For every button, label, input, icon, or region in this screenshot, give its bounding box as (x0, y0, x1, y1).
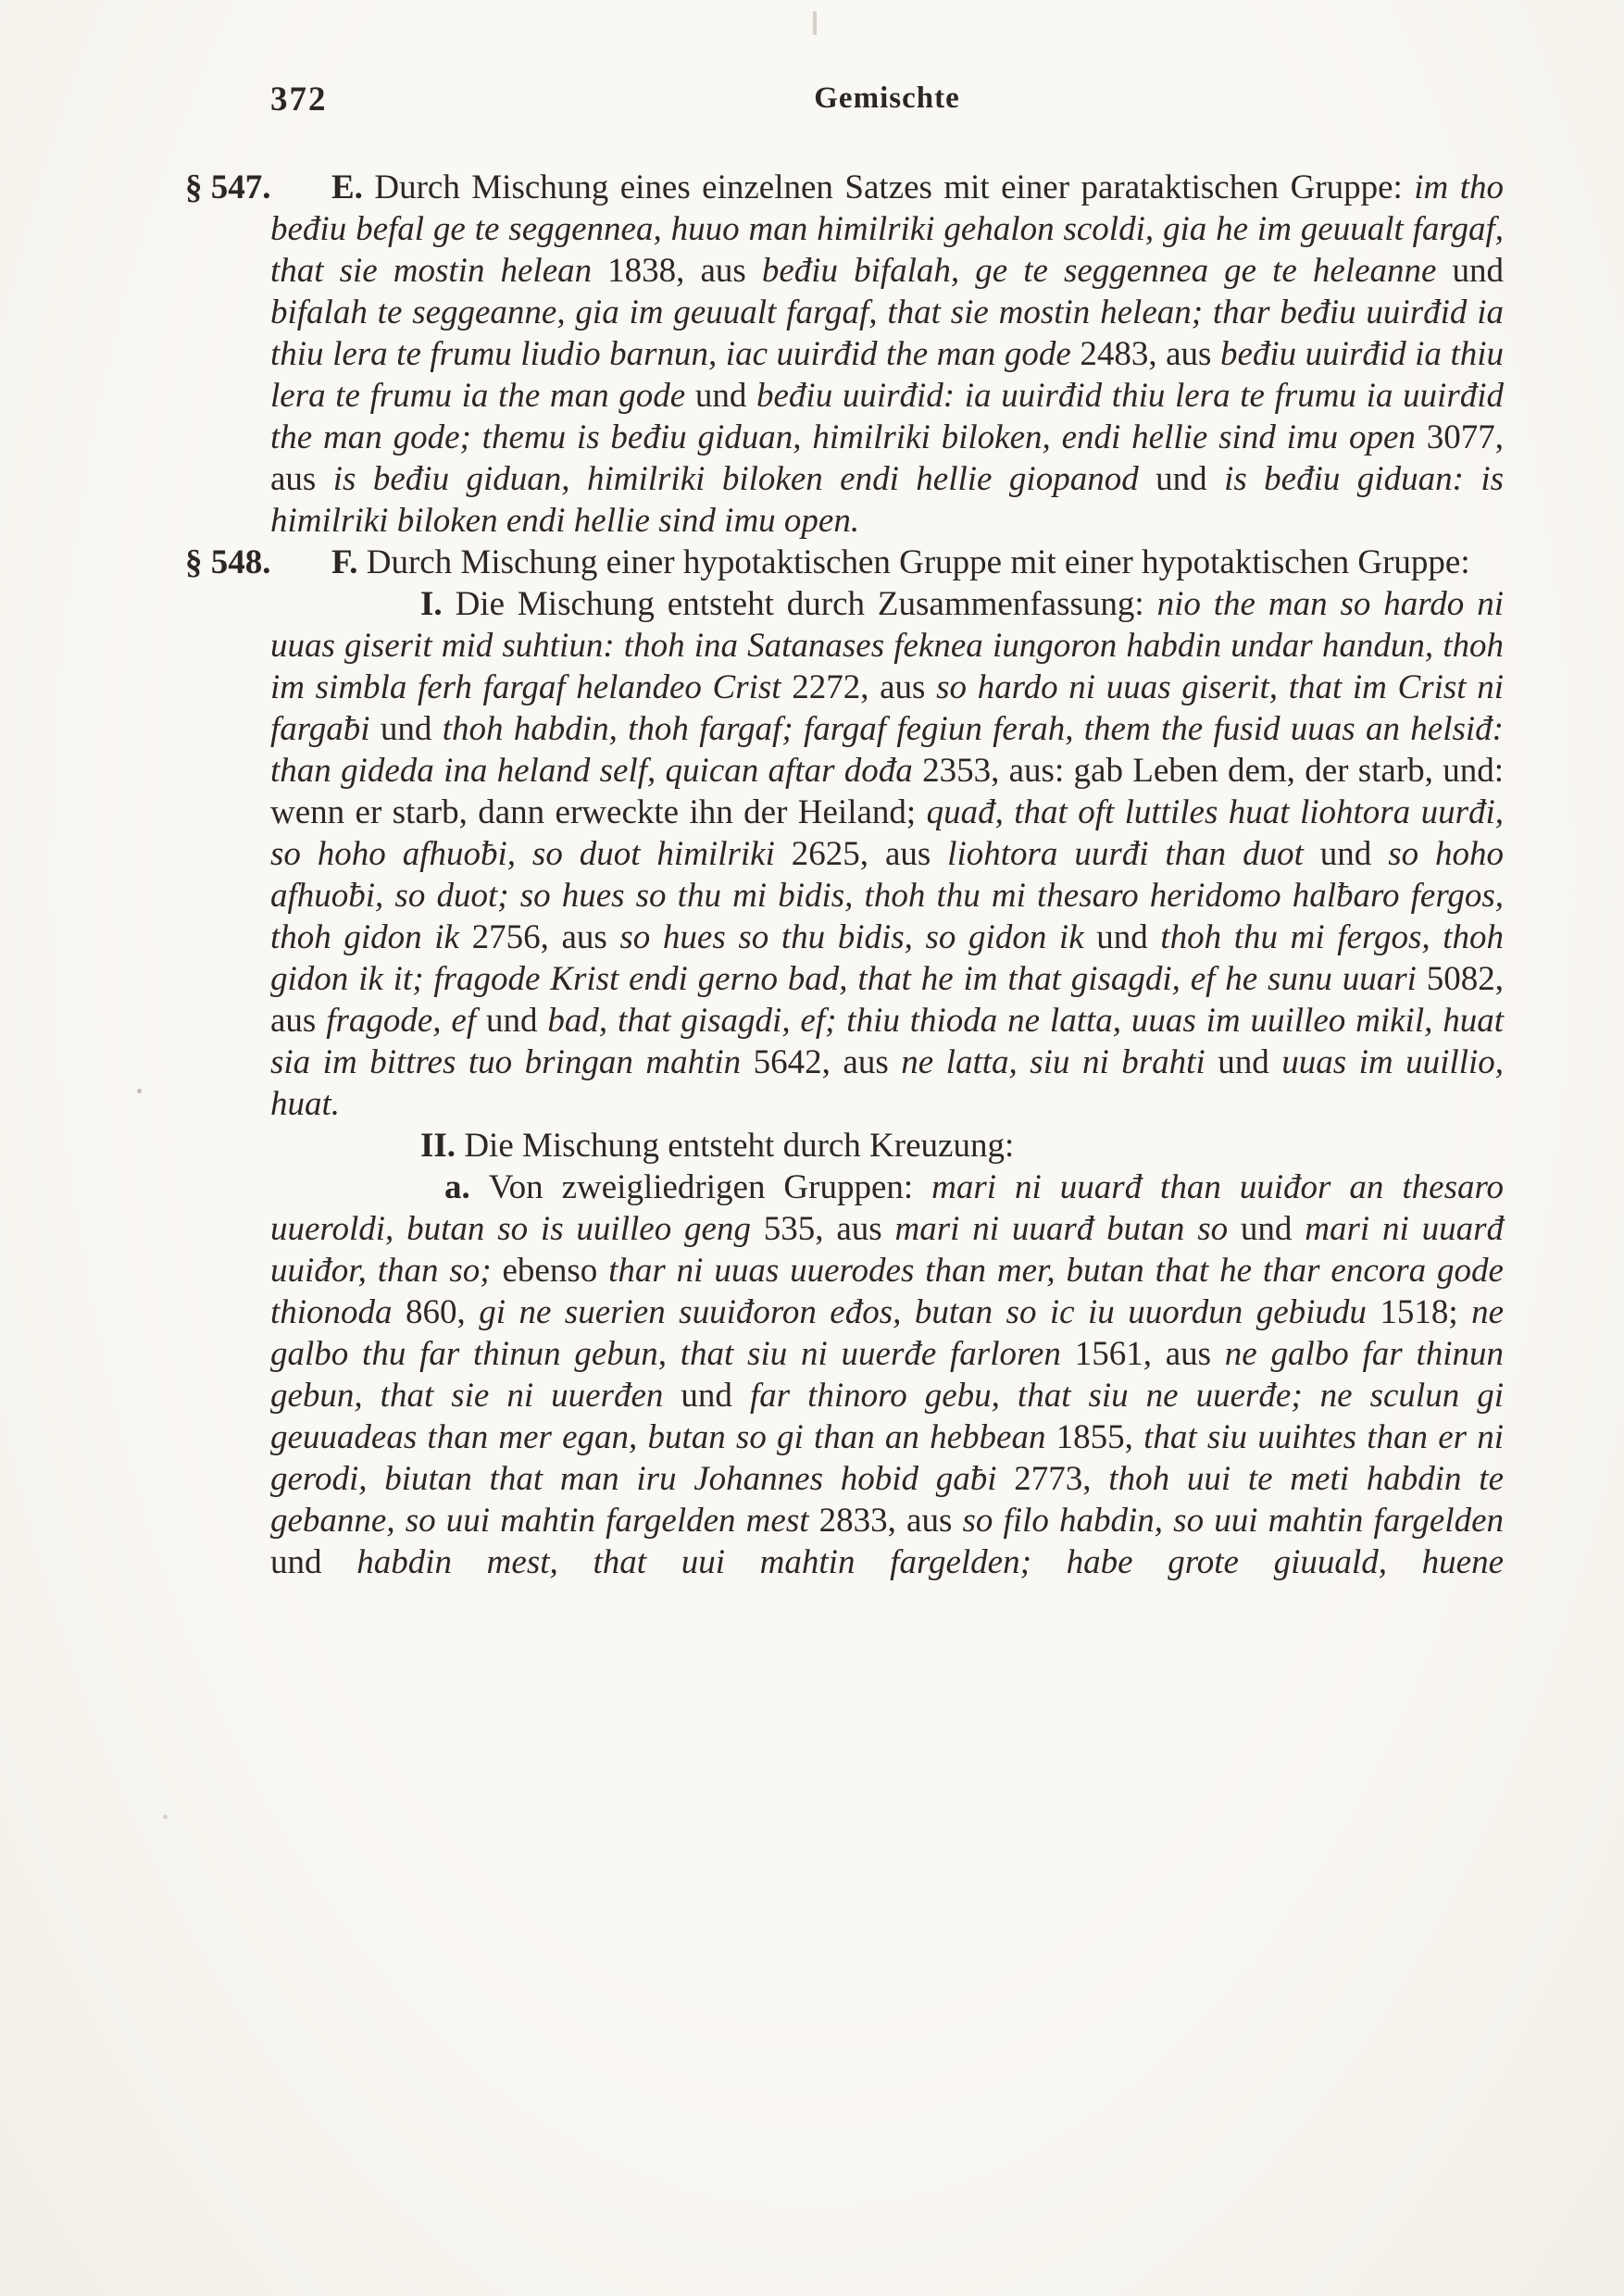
old-saxon-quote: is beđiu giduan: is himilriki biloken endi hellie sind imu open. (270, 460, 1505, 540)
scan-speck (163, 1815, 168, 1819)
section-mark: § 548. (185, 543, 271, 581)
old-saxon-quote: is beđiu giduan, himilriki biloken endi hellie giopanod (332, 460, 1156, 498)
text-segment: ebenso (502, 1252, 609, 1290)
paragraph (270, 1125, 1504, 1167)
old-saxon-quote: so hardo ni uuas giserit, that im Crist ni fargaƀi (270, 668, 1504, 748)
text-segment: 535, aus (763, 1210, 895, 1248)
old-saxon-quote: gi ne suerien suuiđoron eđos, butan so ic iu uuordun gebiudu (479, 1293, 1380, 1331)
text-segment: 1561, aus (1074, 1335, 1225, 1373)
old-saxon-quote: that siu uuihtes than er ni gerodi, biutan that man iru Johannes hobid gaƀi (270, 1418, 1505, 1498)
old-saxon-quote: so hoho afhuoƀi, so duot; so hues so thu mi bidis, thoh thu mi thesaro heridomo halƀaro fergos, thoh gidon ik (270, 835, 1505, 956)
old-saxon-quote: im tho beđiu befal ge te seggennea, huuo man himilriki gehalon scoldi, gia he im geuualt fargaf, that sie mostin helean (270, 168, 1504, 290)
text-block (185, 167, 1505, 1583)
old-saxon-quote: thoh habdin, thoh fargaf; fargaf fegiun ferah, them the fusid uuas an helsiđ: than gideda ina heland self, quican aftar dođa (270, 710, 1505, 790)
old-saxon-quote: nio the man so hardo ni uuas giserit mid suhtiun: thoh ina Satanases feknea iungoron habdin undar handun, thoh im simbla ferh fargaf helandeo Crist (270, 585, 1504, 706)
text-segment: I. (420, 585, 456, 623)
old-saxon-quote: ne galbo far thinun gebun, that sie ni uuerđen (270, 1335, 1505, 1415)
paragraph (185, 542, 1504, 583)
text-segment: 1855, (1056, 1418, 1144, 1456)
old-saxon-quote: so hues so thu bidis, so gidon ik (619, 918, 1097, 956)
text-segment: 2833, aus (818, 1502, 963, 1540)
old-saxon-quote: beđiu bifalah, ge te seggennea ge te heleanne (761, 252, 1453, 290)
old-saxon-quote: habdin mest, that uui mahtin fargelden; habe grote giuuald, huene (356, 1543, 1505, 1581)
text-segment: und (1319, 835, 1389, 873)
text-segment: Die Mischung entsteht durch Zusammenfassung: (455, 585, 1157, 623)
text-segment: 2756, aus (471, 918, 620, 956)
text-segment: Durch Mischung eines einzelnen Satzes mit einer parataktischen Gruppe: (374, 168, 1415, 206)
text-segment: 2483, aus (1080, 335, 1220, 373)
page-header (270, 80, 1504, 124)
old-saxon-quote: bifalah te seggeanne, gia im geuualt fargaf, that sie mostin helean; thar beđiu uuirđid ia thiu lera te frumu liudio barnun, iac uuirđid the man gode (270, 293, 1504, 373)
old-saxon-quote: ne galbo thu far thinun gebun, that siu ni uuerđe farloren (270, 1293, 1505, 1373)
text-segment: 5082, aus (270, 960, 1504, 1040)
text-segment: 2625, aus (791, 835, 948, 873)
old-saxon-quote: far thinoro gebu, that siu ne uuerđe; ne sculun gi geuuadeas than mer egan, butan so gi than an hebbean (270, 1377, 1505, 1456)
old-saxon-quote: bad, that gisagdi, ef; thiu thioda ne latta, uuas im uuilleo mikil, huat sia im bittres tuo bringan mahtin (270, 1002, 1504, 1081)
running-header: Gemischte (814, 81, 960, 115)
old-saxon-quote: mari ni uuarđ butan so (894, 1210, 1241, 1248)
page-number: 372 (270, 81, 328, 119)
paragraph (270, 1167, 1504, 1583)
old-saxon-quote: beđiu uuirđid ia thiu lera te frumu ia the man gode (270, 335, 1504, 415)
old-saxon-quote: ne latta, siu ni brahti (901, 1043, 1218, 1081)
text-segment: 2353, aus: gab Leben dem, der starb, und: wenn er starb, dann erweckte ihn der Heiland; (270, 752, 1504, 831)
old-saxon-quote: thar ni uuas uuerodes than mer, butan that he thar encora gode thionoda (270, 1252, 1504, 1331)
text-segment: und (1452, 252, 1504, 290)
old-saxon-quote: mari ni uuarđ than uuiđor an thesaro uueroldi, butan so is uuilleo geng (270, 1168, 1504, 1248)
text-segment: Von zweigliedrigen Gruppen: (488, 1168, 932, 1206)
old-saxon-quote: uuas im uuillio, huat. (270, 1043, 1504, 1123)
text-segment: Durch Mischung einer hypotaktischen Gruppe mit einer hypotaktischen Gruppe: (366, 543, 1470, 581)
text-segment: und (380, 710, 443, 748)
old-saxon-quote: liohtora uurđi than duot (947, 835, 1320, 873)
text-segment: a. (444, 1168, 489, 1206)
old-saxon-quote: quađ, that oft luttiles huat liohtora uurđi, so hoho afhuoƀi, so duot himilriki (270, 793, 1505, 873)
text-segment: und (694, 377, 756, 415)
scan-speck (137, 1089, 142, 1093)
paragraph (270, 583, 1504, 1125)
text-segment: II. (420, 1127, 465, 1165)
text-segment: und (485, 1002, 548, 1040)
scan-speck (813, 11, 817, 35)
text-segment: E. (331, 168, 375, 206)
text-segment: und (1218, 1043, 1282, 1081)
text-segment: 1518; (1380, 1293, 1472, 1331)
text-segment: 860, (406, 1293, 480, 1331)
text-segment: und (1240, 1210, 1305, 1248)
old-saxon-quote: thoh uui te meti habdin te gebanne, so uui mahtin fargelden mest (270, 1460, 1504, 1540)
section-mark: § 547. (185, 168, 271, 206)
text-segment: und (681, 1377, 750, 1415)
old-saxon-quote: fragode, ef (326, 1002, 486, 1040)
text-segment: 2272, aus (792, 668, 937, 706)
text-segment: 5642, aus (753, 1043, 902, 1081)
paragraph (185, 167, 1505, 542)
text-segment: F. (331, 543, 367, 581)
text-segment: und (1156, 460, 1225, 498)
old-saxon-quote: so filo habdin, so uui mahtin fargelden (962, 1502, 1504, 1540)
text-segment: 2773, (1014, 1460, 1109, 1498)
old-saxon-quote: thoh thu mi fergos, thoh gidon ik it; fragode Krist endi gerno bad, that he im that gisagdi, ef he sunu uuari (270, 918, 1505, 998)
old-saxon-quote: mari ni uuarđ uuiđor, than so; (270, 1210, 1505, 1290)
text-segment: Die Mischung entsteht durch Kreuzung: (464, 1127, 1015, 1165)
text-segment: 3077, aus (270, 418, 1504, 498)
text-segment: und (270, 1543, 357, 1581)
text-segment: und (1096, 918, 1161, 956)
text-segment: 1838, aus (607, 252, 762, 290)
old-saxon-quote: beđiu uuirđid: ia uuirđid thiu lera te frumu ia uuirđid the man gode; themu is beđiu giduan, himilriki biloken, endi hellie sind imu open (270, 377, 1505, 456)
